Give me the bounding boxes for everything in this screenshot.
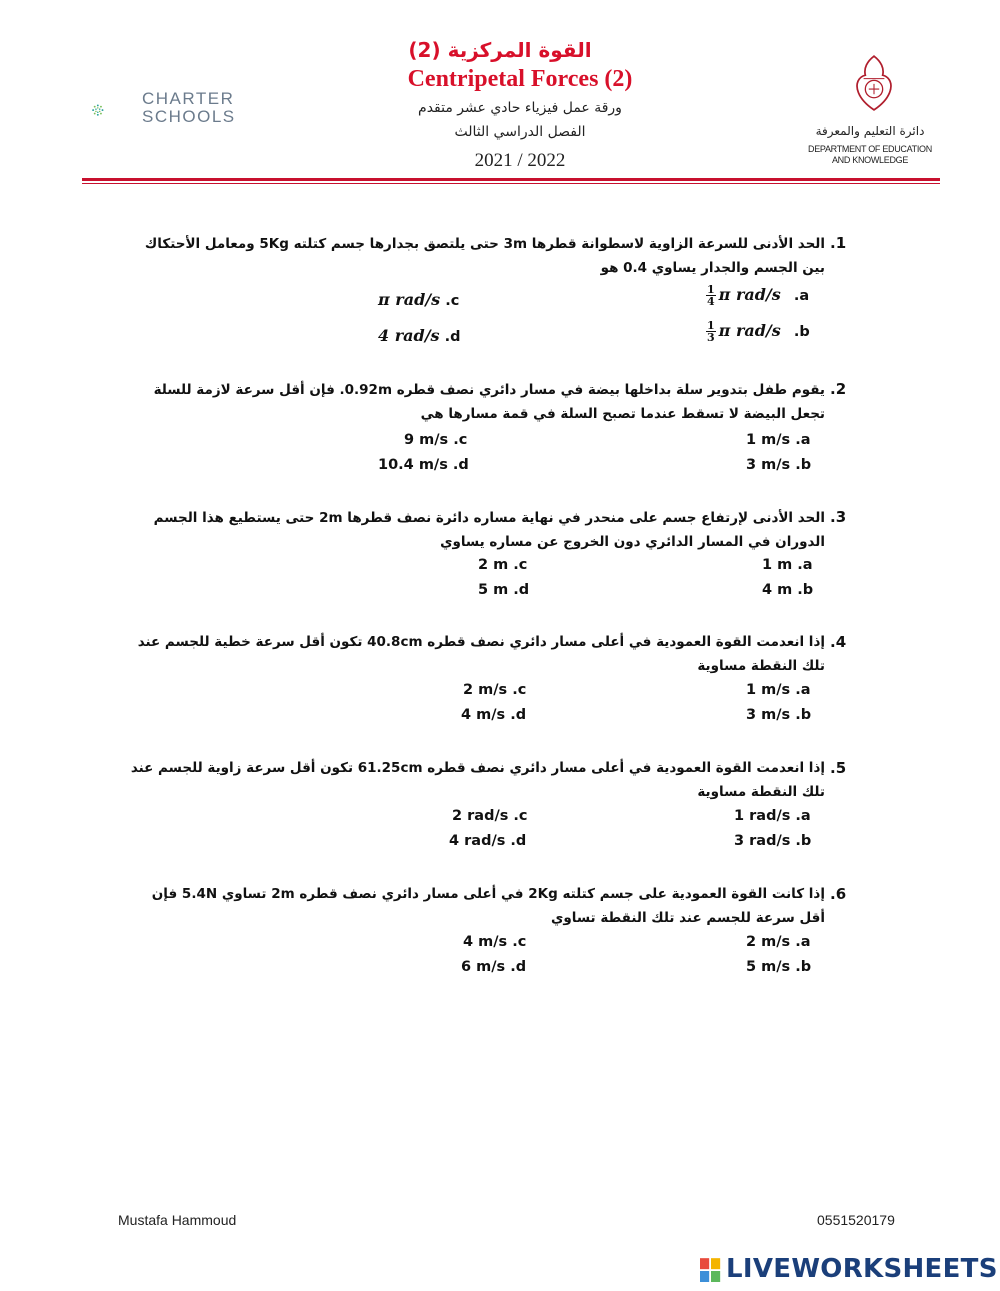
header-divider-thin xyxy=(82,183,940,184)
question-1-number: .1 xyxy=(830,234,847,252)
question-4-option-a[interactable]: 1 m/s .a xyxy=(746,682,811,698)
footer-author: Mustafa Hammoud xyxy=(118,1212,237,1228)
charter-line2: SCHOOLS xyxy=(142,107,236,126)
title-arabic: القوة المركزية (2) xyxy=(408,38,592,62)
subtitle-term: الفصل الدراسي الثالث xyxy=(454,124,586,140)
question-1-option-d[interactable]: 4 rad/s .d xyxy=(378,326,461,345)
dept-name-arabic: دائرة التعليم والمعرفة xyxy=(815,124,925,138)
liveworksheets-logo-icon xyxy=(700,1258,722,1284)
question-2-number: .2 xyxy=(830,380,847,398)
question-3-option-b[interactable]: 4 m .b xyxy=(762,582,814,598)
liveworksheets-wordmark[interactable]: LIVEWORKSHEETS xyxy=(726,1254,998,1284)
charter-schools-logo-icon xyxy=(90,86,140,136)
question-3-option-d[interactable]: 5 m .d xyxy=(478,582,530,598)
question-5-option-c[interactable]: 2 rad/s .c xyxy=(452,808,528,824)
question-3-number: .3 xyxy=(830,508,847,526)
question-5-option-a[interactable]: 1 rad/s .a xyxy=(734,808,811,824)
question-1-option-c[interactable]: π rad/s .c xyxy=(378,290,460,309)
q1a-fraction: $\frac{1}{4}$ xyxy=(707,283,715,308)
question-2-option-c[interactable]: 9 m/s .c xyxy=(404,432,468,448)
academic-year: 2021 / 2022 xyxy=(474,150,566,171)
question-4-text: إذا انعدمت القوة العمودية في أعلى مسار دائري نصف قطره 40.8cm تكون أقل سرعة خطية للجسم عند تلك النقطة مساوية xyxy=(137,634,825,674)
question-1-option-b[interactable]: $\frac{1}{3}$ π rad/s .b xyxy=(707,319,810,344)
question-1-text: الحد الأدنى للسرعة الزاوية لاسطوانة قطرها 3m حتى يلتصق بجدارها جسم كتلته 5Kg ومعامل الأحتكاك بين الجسم والجدار يساوي 0.4 هو xyxy=(144,236,825,276)
question-6-option-a[interactable]: 2 m/s .a xyxy=(746,934,811,950)
title-english: Centripetal Forces (2) xyxy=(407,66,633,92)
question-5-text: إذا انعدمت القوة العمودية في أعلى مسار دائري نصف قطره 61.25cm تكون أقل سرعة زاوية للجسم عند تلك النقطة مساوية xyxy=(130,760,825,800)
question-2-option-a[interactable]: 1 m/s .a xyxy=(746,432,811,448)
question-3-text: الحد الأدنى لإرتفاع جسم على منحدر في نهاية مساره دائرة نصف قطرها 2m حتى يستطيع هذا الجسم الدوران في المسار الدائري دون الخروج عن مساره يساوي xyxy=(153,510,825,550)
question-5-option-b[interactable]: 3 rad/s .b xyxy=(734,833,812,849)
charter-line1: CHARTER xyxy=(142,89,235,108)
question-1-option-a[interactable]: $\frac{1}{4}$ π rad/s .a xyxy=(707,283,810,308)
question-6-text: إذا كانت القوة العمودية على جسم كتلته 2Kg في أعلى مسار دائري نصف قطره 2m تساوي 5.4N فإن أقل سرعة للجسم عند تلك النقطة تساوي xyxy=(151,886,825,926)
footer-phone: 0551520179 xyxy=(817,1212,895,1228)
question-4-option-c[interactable]: 2 m/s .c xyxy=(463,682,527,698)
question-3-option-c[interactable]: 2 m .c xyxy=(478,557,528,573)
subtitle-worksheet: ورقة عمل فيزياء حادي عشر متقدم xyxy=(418,100,622,116)
q1b-fraction: $\frac{1}{3}$ xyxy=(707,319,715,344)
question-5-number: .5 xyxy=(830,759,847,777)
question-3-option-a[interactable]: 1 m .a xyxy=(762,557,813,573)
question-6-option-d[interactable]: 6 m/s .d xyxy=(461,959,527,975)
question-4-number: .4 xyxy=(830,633,847,651)
question-6-option-b[interactable]: 5 m/s .b xyxy=(746,959,812,975)
question-2-option-d[interactable]: 10.4 m/s .d xyxy=(378,457,469,473)
question-2-text: يقوم طفل بتدوير سلة بداخلها بيضة في مسار دائري نصف قطره 0.92m. فإن أقل سرعة لازمة للسلة تجعل البيضة لا تسقط عندما تصبح السلة في قمة مسارها هي xyxy=(153,382,825,422)
question-4-option-d[interactable]: 4 m/s .d xyxy=(461,707,527,723)
question-6-number: .6 xyxy=(830,885,847,903)
charter-schools-wordmark xyxy=(142,90,236,126)
dept-name-english xyxy=(800,144,940,166)
question-4-option-b[interactable]: 3 m/s .b xyxy=(746,707,812,723)
question-6-option-c[interactable]: 4 m/s .c xyxy=(463,934,527,950)
question-5-option-d[interactable]: 4 rad/s .d xyxy=(449,833,527,849)
dept-emblem-icon xyxy=(848,48,900,118)
header-divider xyxy=(82,178,940,181)
dept-en-line1: DEPARTMENT OF EDUCATION xyxy=(808,144,932,154)
dept-en-line2: AND KNOWLEDGE xyxy=(831,155,909,165)
question-2-option-b[interactable]: 3 m/s .b xyxy=(746,457,812,473)
